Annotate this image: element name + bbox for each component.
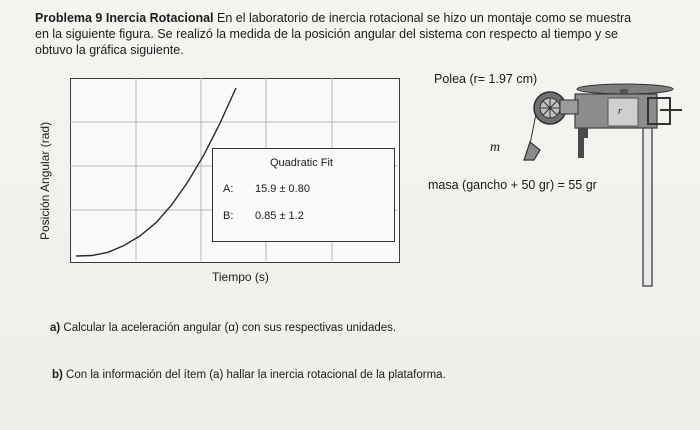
question-a-text: Calcular la aceleración angular (α) con sus respectivas unidades. xyxy=(60,322,397,334)
chart-x-axis-label: Tiempo (s) xyxy=(212,270,269,284)
fit-param-a-value: 15.9 ± 0.80 xyxy=(255,183,310,195)
mass-label: masa (gancho + 50 gr) = 55 gr xyxy=(428,178,597,192)
problem-body: En el laboratorio de inercia rotacional se hizo un montaje como se muestra en la siguiente figura. Se realizó la medida de la posición angular del sistema con respecto al tiempo y se obtuvo la gráfica siguiente. xyxy=(35,11,632,57)
problem-statement xyxy=(35,10,635,58)
hanging-mass xyxy=(524,142,540,160)
quadratic-fit-box xyxy=(212,148,395,242)
question-b-text: Con la información del ítem (a) hallar la inercia rotacional de la plataforma. xyxy=(62,369,446,381)
fit-param-b-value: 0.85 ± 1.2 xyxy=(255,210,304,222)
support-rod xyxy=(643,110,652,286)
question-a-letter: a) xyxy=(50,322,61,334)
question-b xyxy=(52,369,446,381)
apparatus-illustration xyxy=(520,80,700,290)
pulley-label: Polea (r= 1.97 cm) xyxy=(434,72,538,86)
mass-symbol: m xyxy=(490,140,501,155)
problem-title: Problema 9 Inercia Rotacional xyxy=(35,11,214,25)
question-b-letter: b) xyxy=(52,369,63,381)
string xyxy=(530,114,536,144)
fit-param-a-label: A: xyxy=(223,183,234,195)
fit-param-b-label: B: xyxy=(223,210,234,222)
platform-radius-symbol: r xyxy=(618,106,622,117)
chart-y-axis-label: Posición Angular (rad) xyxy=(38,121,52,240)
question-a xyxy=(50,322,396,334)
fit-title: Quadratic Fit xyxy=(270,157,333,169)
